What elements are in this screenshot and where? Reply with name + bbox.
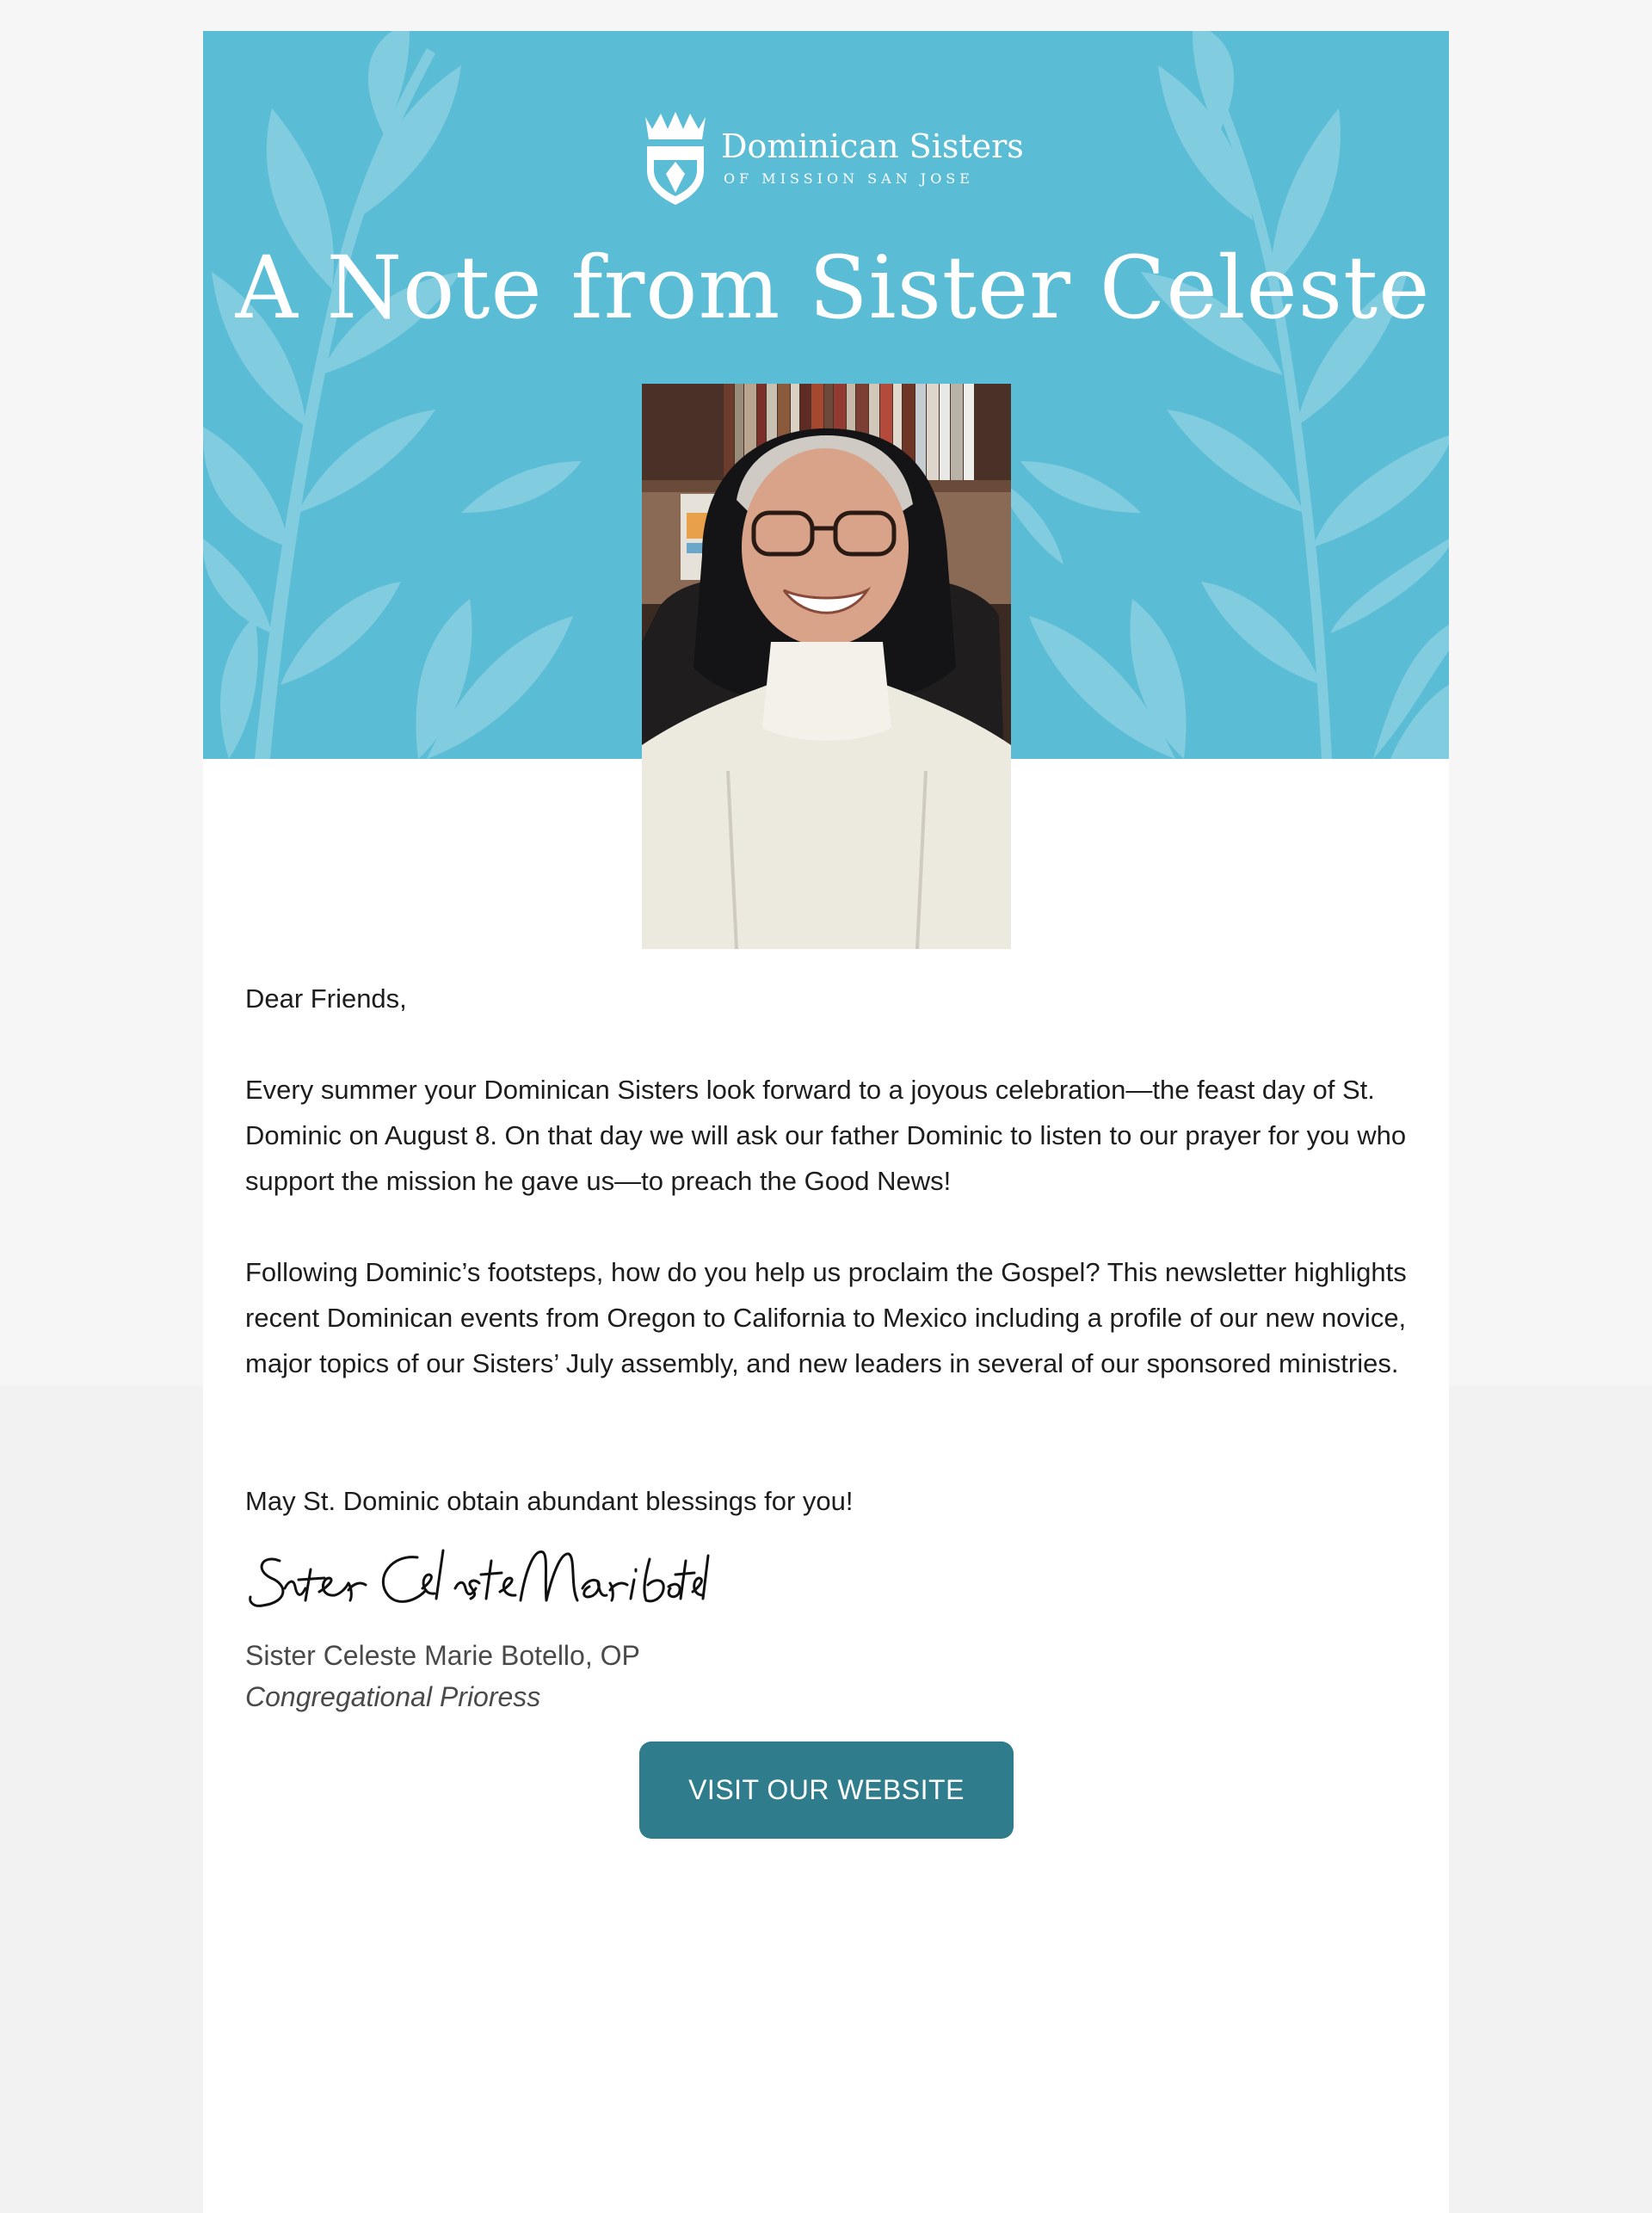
brand-tagline: OF MISSION SAN JOSE [724,170,974,187]
closing-line: May St. Dominic obtain abundant blessings for you! [245,1486,854,1516]
brand-logo[interactable] [642,110,1029,205]
visit-website-button[interactable]: VISIT OUR WEBSITE [639,1741,1014,1839]
sister-portrait [642,384,1011,949]
letter-paragraph: Following Dominic’s footsteps, how do you help us proclaim the Gospel? This newsletter highlights recent Dominican events from Oregon to California to Mexico including a profile of our new novice, major topics of our Sisters’ July assembly, and new leaders in several of our sponsored ministries. [245,1257,1407,1378]
page-title: A Note from Sister Celeste [235,237,1431,338]
signer-name: Sister Celeste Marie Botello, OP [245,1640,640,1671]
signer-title: Congregational Prioress [245,1681,541,1712]
portrait-image [642,384,1011,949]
greeting: Dear Friends, [245,983,407,1014]
newsletter-card [203,31,1449,2213]
handwritten-signature [245,1535,710,1618]
brand-name: Dominican Sisters [721,127,1024,165]
shield-crown-icon [642,110,709,205]
letter-paragraph: Every summer your Dominican Sisters look forward to a joyous celebration—the feast day of St. Dominic on August 8. On that day we will ask our father Dominic to listen to our prayer for you who support the mission he gave us—to preach the Good News! [245,1075,1407,1196]
